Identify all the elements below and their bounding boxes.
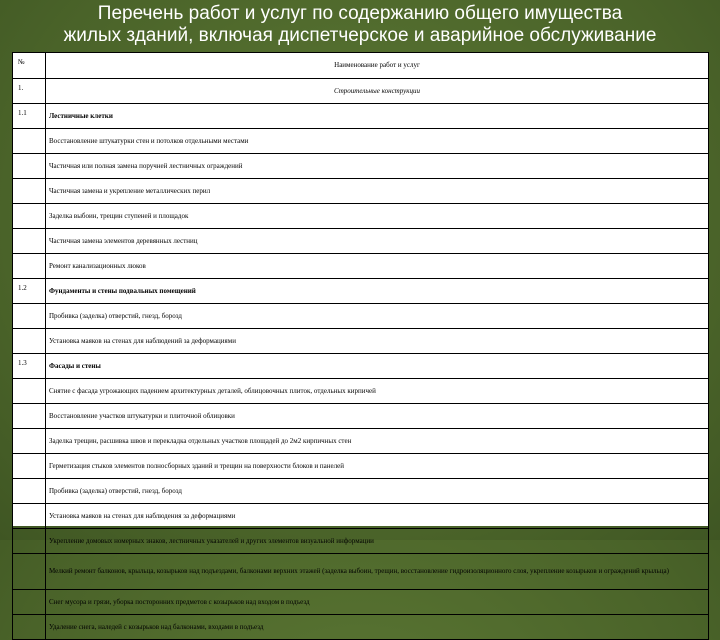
table-header-row <box>13 53 709 79</box>
row-num <box>13 329 46 354</box>
row-name: Снятие с фасада угрожающих падением архитектурных деталей, облицовочных плиток, отдельных кирпичей <box>46 379 709 404</box>
table-row <box>13 554 709 590</box>
table-row <box>13 354 709 379</box>
row-name: Заделка выбоин, трещин ступеней и площадок <box>46 204 709 229</box>
row-num <box>13 454 46 479</box>
row-num <box>13 590 46 615</box>
row-name: Мелкий ремонт балконов, крыльца, козырьков над подъездами, балконами верхних этажей (заделка выбоин, трещин, восстановление гидроизоляционного слоя, укрепление козырьков и ограждений крыльца) <box>46 554 709 590</box>
row-name: Восстановление штукатурки стен и потолков отдельными местами <box>46 129 709 154</box>
row-num <box>13 204 46 229</box>
row-name: Частичная замена и укрепление металлических перил <box>46 179 709 204</box>
table-row <box>13 129 709 154</box>
row-num <box>13 179 46 204</box>
row-name: Установка маяков на стенах для наблюдений за деформациями <box>46 329 709 354</box>
row-name: Снег мусора и грязи, уборка посторонних предметов с козырьков над входом в подъезд <box>46 590 709 615</box>
row-num <box>13 529 46 554</box>
row-name: Фундаменты и стены подвальных помещений <box>46 279 709 304</box>
row-num: 1.2 <box>13 279 46 304</box>
row-num: 1.3 <box>13 354 46 379</box>
table-row <box>13 379 709 404</box>
row-name: Заделка трещин, расшивка швов и перекладка отдельных участков площадей до 2м2 кирпичных стен <box>46 429 709 454</box>
row-name: Частичная или полная замена поручней лестничных ограждений <box>46 154 709 179</box>
row-name: Пробивка (заделка) отверстий, гнезд, борозд <box>46 304 709 329</box>
slide-title <box>0 0 720 50</box>
works-table-container <box>12 52 708 631</box>
table-row <box>13 154 709 179</box>
row-num <box>13 479 46 504</box>
row-name: Установка маяков на стенах для наблюдения за деформациями <box>46 504 709 529</box>
table-row <box>13 104 709 129</box>
row-name: Фасады и стены <box>46 354 709 379</box>
row-num <box>13 154 46 179</box>
table-row <box>13 179 709 204</box>
row-name: Частичная замена элементов деревянных лестниц <box>46 229 709 254</box>
header-name-cell: Наименование работ и услуг <box>46 53 709 79</box>
row-num <box>13 504 46 529</box>
row-num: 1.1 <box>13 104 46 129</box>
row-num <box>13 129 46 154</box>
table-row <box>13 329 709 354</box>
table-row <box>13 254 709 279</box>
table-row <box>13 454 709 479</box>
table-row <box>13 590 709 615</box>
works-table <box>12 52 709 640</box>
row-name: Пробивка (заделка) отверстий, гнезд, борозд <box>46 479 709 504</box>
table-row <box>13 529 709 554</box>
slide-title-line2: жилых зданий, включая диспетчерское и аварийное обслуживание <box>63 25 657 46</box>
row-num <box>13 404 46 429</box>
table-row <box>13 429 709 454</box>
row-name: Лестничные клетки <box>46 104 709 129</box>
slide-title-line1: Перечень работ и услуг по содержанию общего имущества <box>97 3 623 24</box>
table-row <box>13 204 709 229</box>
header-num-cell: № <box>13 53 46 79</box>
table-row <box>13 279 709 304</box>
row-name: Строительные конструкции <box>46 79 709 104</box>
table-row <box>13 504 709 529</box>
table-row <box>13 79 709 104</box>
row-name: Ремонт канализационных люков <box>46 254 709 279</box>
table-row <box>13 479 709 504</box>
row-num <box>13 429 46 454</box>
row-name: Герметизация стыков элементов полносборных зданий и трещин на поверхности блоков и панелей <box>46 454 709 479</box>
row-name: Удаление снега, наледей с козырьков над балконами, входами в подъезд <box>46 615 709 640</box>
row-num <box>13 379 46 404</box>
row-num <box>13 304 46 329</box>
row-num <box>13 615 46 640</box>
table-row <box>13 404 709 429</box>
row-num <box>13 229 46 254</box>
row-num <box>13 554 46 590</box>
row-num <box>13 254 46 279</box>
row-num: 1. <box>13 79 46 104</box>
row-name: Укрепление домовых номерных знаков, лестничных указателей и других элементов визуальной информации <box>46 529 709 554</box>
table-row <box>13 304 709 329</box>
row-name: Восстановление участков штукатурки и плиточной облицовки <box>46 404 709 429</box>
table-row <box>13 229 709 254</box>
table-row <box>13 615 709 640</box>
